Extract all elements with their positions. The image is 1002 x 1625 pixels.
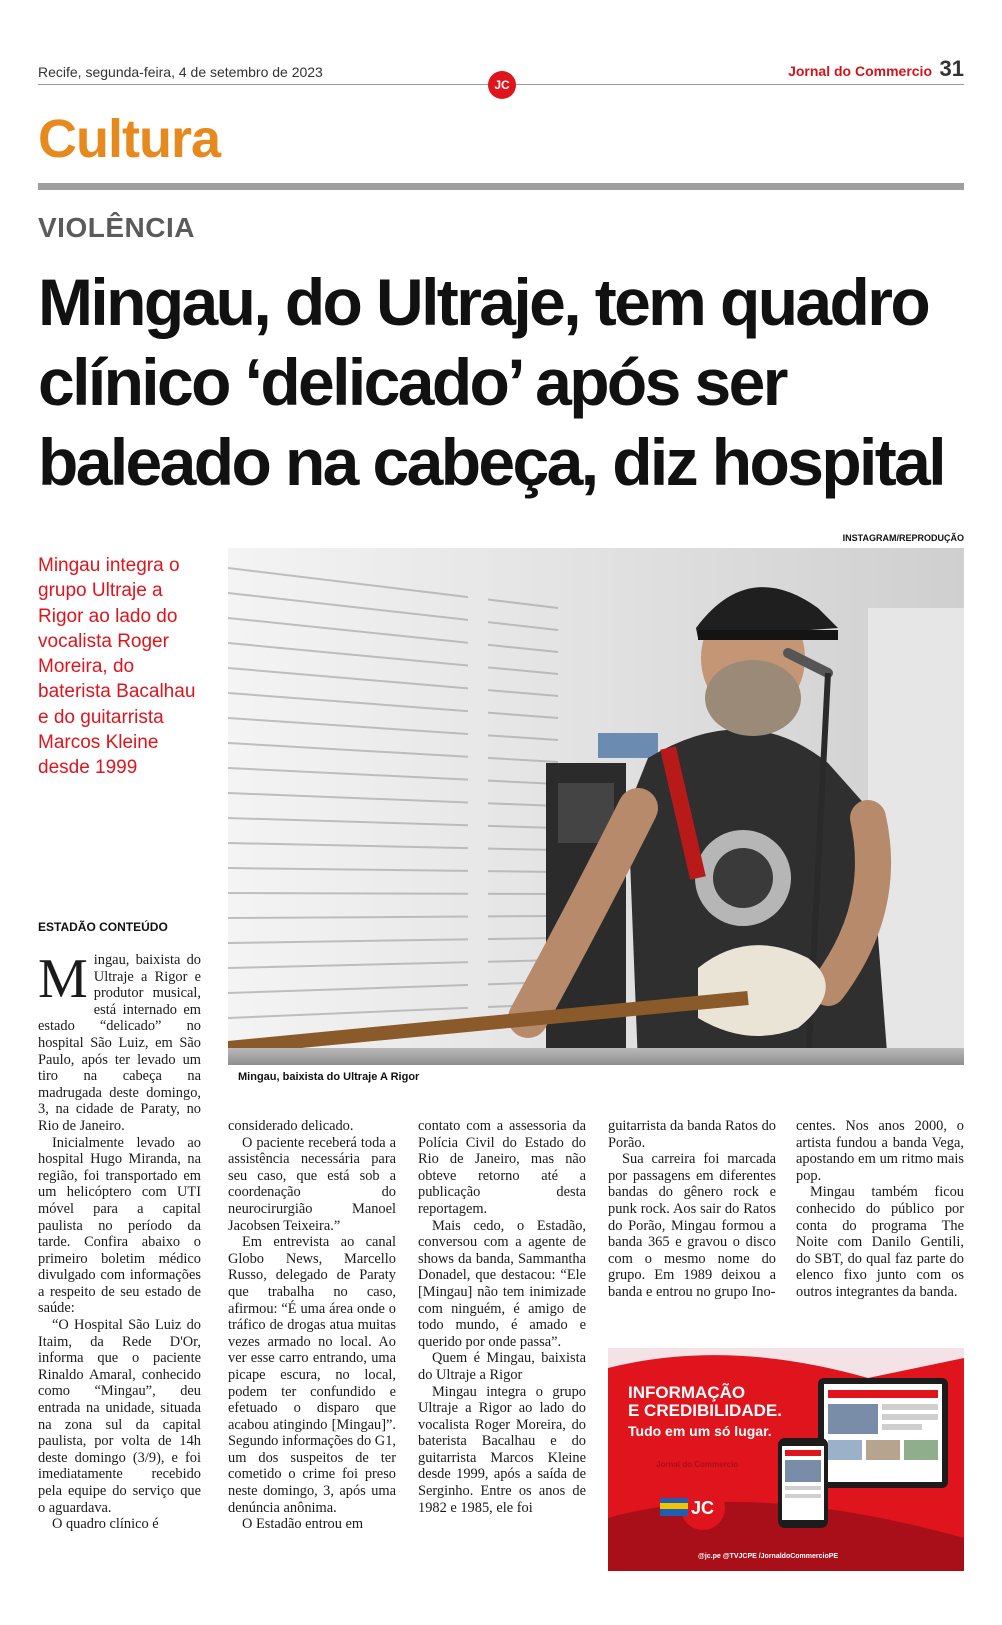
article-paragraph: O paciente receberá toda a assistência necessária para seu caso, que está sob a coordenação do neurocirurgião Manoel Jacobsen Teixeira.” bbox=[228, 1134, 396, 1234]
headline-line: baleado na cabeça, diz hospital bbox=[38, 425, 945, 499]
jc-advertisement[interactable] bbox=[608, 1348, 964, 1571]
article-paragraph: Mais cedo, o Estadão, conversou com a agente de shows da banda, Sammantha Donadel, que destacou: “Ele [Mingau] não tem inimizade com ninguém, é amigo de todo mundo, é amado e querido por onde passa”. bbox=[418, 1217, 586, 1350]
section-rule bbox=[38, 183, 964, 190]
article-text: ingau, baixista do Ultraje a Rigor e produtor musical, está internado em estado “delicado” no hospital São Luiz, em São Paulo, após ter levado um tiro na cabeça na madrugada deste domingo, 3, na cidade de Paraty, no Rio de Janeiro. bbox=[38, 952, 201, 1134]
photo-credit: INSTAGRAM/REPRODUÇÃO bbox=[842, 533, 964, 543]
ad-line1: INFORMAÇÃO bbox=[628, 1383, 746, 1402]
article-paragraph: considerado delicado. bbox=[228, 1118, 354, 1134]
dateline: Recife, segunda-feira, 4 de setembro de 2023 bbox=[38, 64, 323, 80]
section-title: Cultura bbox=[38, 109, 220, 169]
masthead: Jornal do Commercio bbox=[788, 63, 932, 79]
ad-brand: Jornal do Commercio bbox=[656, 1460, 739, 1469]
page-number: 31 bbox=[939, 56, 964, 81]
headline-line: Mingau, do Ultraje, tem quadro bbox=[38, 265, 929, 339]
article-paragraph: guitarrista da banda Ratos do Porão. bbox=[608, 1118, 776, 1151]
kicker: VIOLÊNCIA bbox=[38, 212, 195, 243]
article-paragraph: contato com a assessoria da Polícia Civil do Estado do Rio de Janeiro, mas não obteve retorno até a publicação desta reportagem. bbox=[418, 1118, 586, 1217]
article-column-4 bbox=[608, 1118, 776, 1301]
article-paragraph: O Estadão entrou em bbox=[242, 1516, 364, 1533]
article-paragraph: Quem é Mingau, baixista do Ultraje a Rigor bbox=[418, 1350, 586, 1383]
article-paragraph: centes. Nos anos 2000, o artista fundou a banda Vega, apostando em um ritmo mais pop. bbox=[796, 1118, 964, 1184]
ad-jc-logo: JC bbox=[691, 1498, 715, 1518]
byline: ESTADÃO CONTEÚDO bbox=[38, 920, 168, 934]
article-column-3 bbox=[418, 1118, 586, 1516]
article-column-1 bbox=[38, 948, 201, 1533]
article-column-5 bbox=[796, 1118, 964, 1301]
ad-line3: Tudo em um só lugar. bbox=[628, 1423, 772, 1439]
ad-line2: E CREDIBILIDADE. bbox=[628, 1401, 782, 1420]
drop-cap: M bbox=[38, 948, 88, 1010]
article-paragraph bbox=[38, 948, 201, 1135]
jc-logo: JC bbox=[488, 71, 516, 99]
article-paragraph: Em entrevista ao canal Globo News, Marcello Russo, delegado de Paraty que trabalha no caso, afirmou: “É uma área onde o tráfico de drogas atua muitas vezes armado no local. Ao ver esse carro entrando, uma picape escura, no local, podem ter confundido e efetuado o disparo que acabou atingindo [Mingau]”. Segundo informações do G1, um dos suspeitos de ter cometido o crime foi preso neste domingo, 3, após uma denúncia anônima. bbox=[228, 1234, 396, 1516]
article-paragraph: Inicialmente levado ao hospital Hugo Miranda, na região, foi transportado em um helicóptero com UTI móvel para a capital paulista no período da tarde. Confira abaixo o primeiro boletim médico divulgado com informações a respeito de seu estado de saúde: bbox=[38, 1134, 201, 1317]
article-paragraph: Mingau integra o grupo Ultraje a Rigor ao lado do vocalista Roger Moreira, do baterista Bacalhau e do guitarrista Marcos Kleine desde 1999, após a saída de Serginho. Entre os anos de 1982 e 1985, ele foi bbox=[418, 1383, 586, 1516]
headline bbox=[38, 262, 978, 502]
concert-photo-illustration bbox=[228, 548, 964, 1065]
photo-caption: Mingau, baixista do Ultraje A Rigor bbox=[238, 1071, 420, 1083]
article-paragraph: O quadro clínico é bbox=[52, 1516, 159, 1533]
article-column-2 bbox=[228, 1118, 396, 1533]
side-caption: Mingau integra o grupo Ultraje a Rigor ao lado do vocalista Roger Moreira, do baterista Bacalhau e do guitarrista Marcos Kleine desde 1999 bbox=[38, 555, 196, 779]
concert-photo bbox=[228, 548, 964, 1065]
article-paragraph: Sua carreira foi marcada por passagens em diferentes bandas do gênero rock e punk rock. Aos sair do Ratos do Porão, Mingau formou a banda 365 e gravou o disco com o mesmo nome do grupo. Em 1989 deixou a banda e entrou no grupo Ino- bbox=[608, 1151, 776, 1300]
ad-social-handles: @jc.pe @TVJCPE /JornaldoCommercioPE bbox=[698, 1553, 839, 1560]
article-paragraph: “O Hospital São Luiz do Itaim, da Rede D'Or, informa que o paciente Rinaldo Amaral, conhecido como “Mingau”, deu entrada na unidade, situada na zona sul da capital paulista, por volta de 14h deste domingo (3/9), e foi imediatamente recebido pela equipe do serviço que o aguardava. bbox=[38, 1317, 201, 1516]
article-paragraph: Mingau também ficou conhecido do público por conta do programa The Noite com Danilo Gentili, do SBT, do qual faz parte do elenco fixo junto com os outros integrantes da banda. bbox=[796, 1184, 964, 1300]
headline-line: clínico ‘delicado’ após ser bbox=[38, 345, 786, 419]
